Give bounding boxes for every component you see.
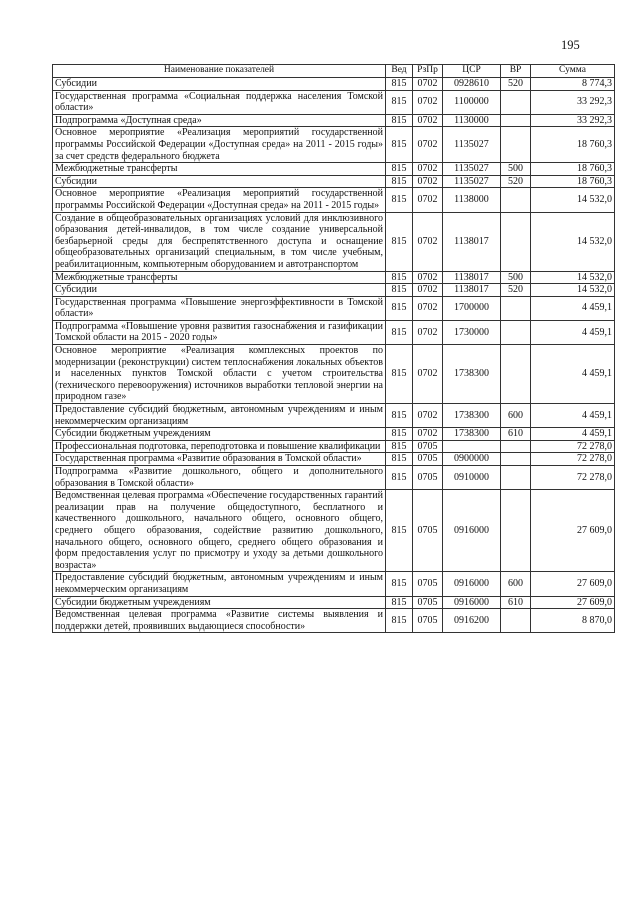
cell-rz: 0705 [413,490,443,572]
cell-rz: 0705 [413,466,443,490]
cell-vr: 520 [501,284,531,297]
cell-ved: 815 [386,572,413,596]
cell-name: Подпрограмма «Повышение уровня развития газоснабжения и газификации Томской области на 2015 - 2020 годы» [53,320,386,344]
cell-csr: 1138000 [443,188,501,212]
cell-vr [501,453,531,466]
table-row [53,90,615,114]
cell-name: Государственная программа «Повышение энергоэффективности в Томской области» [53,296,386,320]
cell-ved: 815 [386,212,413,271]
cell-sum: 72 278,0 [531,453,615,466]
cell-rz: 0705 [413,572,443,596]
cell-sum: 33 292,3 [531,114,615,127]
header-vr: ВР [501,65,531,78]
cell-sum: 27 609,0 [531,596,615,609]
cell-rz: 0702 [413,163,443,176]
cell-sum: 14 532,0 [531,284,615,297]
cell-rz: 0702 [413,114,443,127]
cell-sum: 4 459,1 [531,428,615,441]
cell-vr [501,345,531,404]
cell-csr: 0916000 [443,572,501,596]
cell-rz: 0705 [413,609,443,633]
cell-vr [501,609,531,633]
cell-name: Основное мероприятие «Реализация мероприятий государственной программы Российской Федерации «Доступная среда» на 2011 - 2015 годы» за счет средств федерального бюджета [53,127,386,163]
table-row [53,345,615,404]
cell-rz: 0702 [413,78,443,91]
table-row [53,127,615,163]
table-row [53,404,615,428]
cell-csr: 1738300 [443,345,501,404]
cell-ved: 815 [386,188,413,212]
cell-ved: 815 [386,296,413,320]
cell-ved: 815 [386,345,413,404]
cell-ved: 815 [386,271,413,284]
cell-ved: 815 [386,163,413,176]
table-row [53,466,615,490]
cell-rz: 0705 [413,440,443,453]
cell-sum: 14 532,0 [531,271,615,284]
cell-ved: 815 [386,490,413,572]
table-body [53,78,615,633]
table-row [53,596,615,609]
cell-name: Межбюджетные трансферты [53,271,386,284]
table-row [53,440,615,453]
cell-ved: 815 [386,596,413,609]
cell-name: Государственная программа «Развитие образования в Томской области» [53,453,386,466]
table-row [53,572,615,596]
cell-csr: 0900000 [443,453,501,466]
cell-vr [501,440,531,453]
table-header [53,65,615,78]
cell-sum: 8 774,3 [531,78,615,91]
cell-name: Государственная программа «Социальная поддержка населения Томской области» [53,90,386,114]
cell-sum: 72 278,0 [531,466,615,490]
cell-csr: 0916000 [443,490,501,572]
cell-rz: 0702 [413,188,443,212]
cell-vr: 500 [501,163,531,176]
cell-vr: 520 [501,78,531,91]
cell-sum: 27 609,0 [531,490,615,572]
cell-csr: 1135027 [443,163,501,176]
cell-sum: 18 760,3 [531,175,615,188]
cell-vr [501,320,531,344]
cell-csr: 0916200 [443,609,501,633]
cell-vr [501,212,531,271]
cell-ved: 815 [386,114,413,127]
cell-vr: 610 [501,596,531,609]
cell-vr [501,114,531,127]
cell-rz: 0702 [413,345,443,404]
cell-csr: 1700000 [443,296,501,320]
cell-name: Подпрограмма «Развитие дошкольного, общего и дополнительного образования в Томской области» [53,466,386,490]
cell-vr: 500 [501,271,531,284]
cell-csr: 1138017 [443,271,501,284]
cell-sum: 18 760,3 [531,127,615,163]
cell-vr [501,490,531,572]
table-row [53,78,615,91]
cell-rz: 0702 [413,212,443,271]
cell-name: Межбюджетные трансферты [53,163,386,176]
header-sum: Сумма [531,65,615,78]
cell-csr: 0928610 [443,78,501,91]
cell-ved: 815 [386,440,413,453]
cell-sum: 4 459,1 [531,345,615,404]
cell-vr: 600 [501,404,531,428]
cell-csr: 0916000 [443,596,501,609]
cell-vr: 600 [501,572,531,596]
cell-rz: 0702 [413,271,443,284]
cell-csr: 1738300 [443,428,501,441]
cell-sum: 14 532,0 [531,212,615,271]
cell-csr: 1130000 [443,114,501,127]
cell-name: Субсидии [53,78,386,91]
cell-vr [501,466,531,490]
cell-rz: 0702 [413,296,443,320]
cell-name: Субсидии бюджетным учреждениям [53,428,386,441]
table-row [53,163,615,176]
cell-ved: 815 [386,404,413,428]
table-row [53,212,615,271]
cell-name: Создание в общеобразовательных организациях условий для инклюзивного образования детей-инвалидов, в том числе создание универсальной безбарьерной среды для беспрепятственного доступа и оснащение общеобразовательных организаций специальным, в том числе учебным, реабилитационным, компьютерным оборудованием и автотранспортом [53,212,386,271]
table-row [53,175,615,188]
cell-name: Основное мероприятие «Реализация комплексных проектов по модернизации (реконструкции) систем теплоснабжения локальных объектов и населенных пунктов Томской области с учетом строительства (технического перевооружения) источников выработки тепловой энергии на природном газе» [53,345,386,404]
cell-vr [501,90,531,114]
cell-rz: 0702 [413,404,443,428]
cell-name: Предоставление субсидий бюджетным, автономным учреждениям и иным некоммерческим организациям [53,404,386,428]
cell-sum: 4 459,1 [531,320,615,344]
table-row [53,609,615,633]
cell-csr: 1738300 [443,404,501,428]
cell-ved: 815 [386,284,413,297]
cell-sum: 72 278,0 [531,440,615,453]
cell-name: Основное мероприятие «Реализация мероприятий государственной программы Российской Федерации «Доступная среда» на 2011 - 2015 годы» [53,188,386,212]
table-row [53,271,615,284]
cell-name: Предоставление субсидий бюджетным, автономным учреждениям и иным некоммерческим организациям [53,572,386,596]
cell-rz: 0702 [413,175,443,188]
cell-csr: 1135027 [443,175,501,188]
cell-name: Ведомственная целевая программа «Обеспечение государственных гарантий реализации прав на получение общедоступного, бесплатного и качественного дошкольного, начального общего, основного общего, среднего общего образования, содействие развитию дошкольного, начального общего, основного общего, среднего общего образования и форм предоставления услуг по присмотру и уходу за детьми дошкольного возраста» [53,490,386,572]
cell-ved: 815 [386,453,413,466]
cell-ved: 815 [386,466,413,490]
cell-name: Профессиональная подготовка, переподготовка и повышение квалификации [53,440,386,453]
cell-rz: 0705 [413,453,443,466]
table-row [53,490,615,572]
cell-csr: 1138017 [443,212,501,271]
cell-ved: 815 [386,175,413,188]
header-csr: ЦСР [443,65,501,78]
cell-csr: 1100000 [443,90,501,114]
cell-ved: 815 [386,90,413,114]
budget-table [52,64,615,633]
table-row [53,188,615,212]
cell-vr [501,127,531,163]
cell-sum: 18 760,3 [531,163,615,176]
cell-rz: 0702 [413,127,443,163]
cell-sum: 27 609,0 [531,572,615,596]
header-name: Наименование показателей [53,65,386,78]
cell-vr [501,296,531,320]
cell-ved: 815 [386,609,413,633]
cell-ved: 815 [386,428,413,441]
cell-name: Ведомственная целевая программа «Развитие системы выявления и поддержки детей, проявивших выдающиеся способности» [53,609,386,633]
cell-sum: 14 532,0 [531,188,615,212]
cell-name: Подпрограмма «Доступная среда» [53,114,386,127]
cell-vr: 520 [501,175,531,188]
header-ved: Вед [386,65,413,78]
table-row [53,114,615,127]
cell-sum: 4 459,1 [531,404,615,428]
cell-csr: 1730000 [443,320,501,344]
cell-rz: 0702 [413,428,443,441]
table-row [53,320,615,344]
table-row [53,296,615,320]
cell-ved: 815 [386,127,413,163]
cell-ved: 815 [386,78,413,91]
cell-name: Субсидии [53,284,386,297]
cell-name: Субсидии бюджетным учреждениям [53,596,386,609]
cell-rz: 0702 [413,90,443,114]
table-row [53,453,615,466]
cell-rz: 0702 [413,320,443,344]
table-row [53,428,615,441]
cell-rz: 0705 [413,596,443,609]
cell-sum: 33 292,3 [531,90,615,114]
header-rzpr: РзПр [413,65,443,78]
cell-csr: 0910000 [443,466,501,490]
page-number: 195 [561,38,580,52]
cell-name: Субсидии [53,175,386,188]
cell-csr [443,440,501,453]
cell-csr: 1138017 [443,284,501,297]
cell-ved: 815 [386,320,413,344]
cell-csr: 1135027 [443,127,501,163]
cell-vr [501,188,531,212]
cell-sum: 8 870,0 [531,609,615,633]
cell-vr: 610 [501,428,531,441]
table-row [53,284,615,297]
cell-rz: 0702 [413,284,443,297]
cell-sum: 4 459,1 [531,296,615,320]
